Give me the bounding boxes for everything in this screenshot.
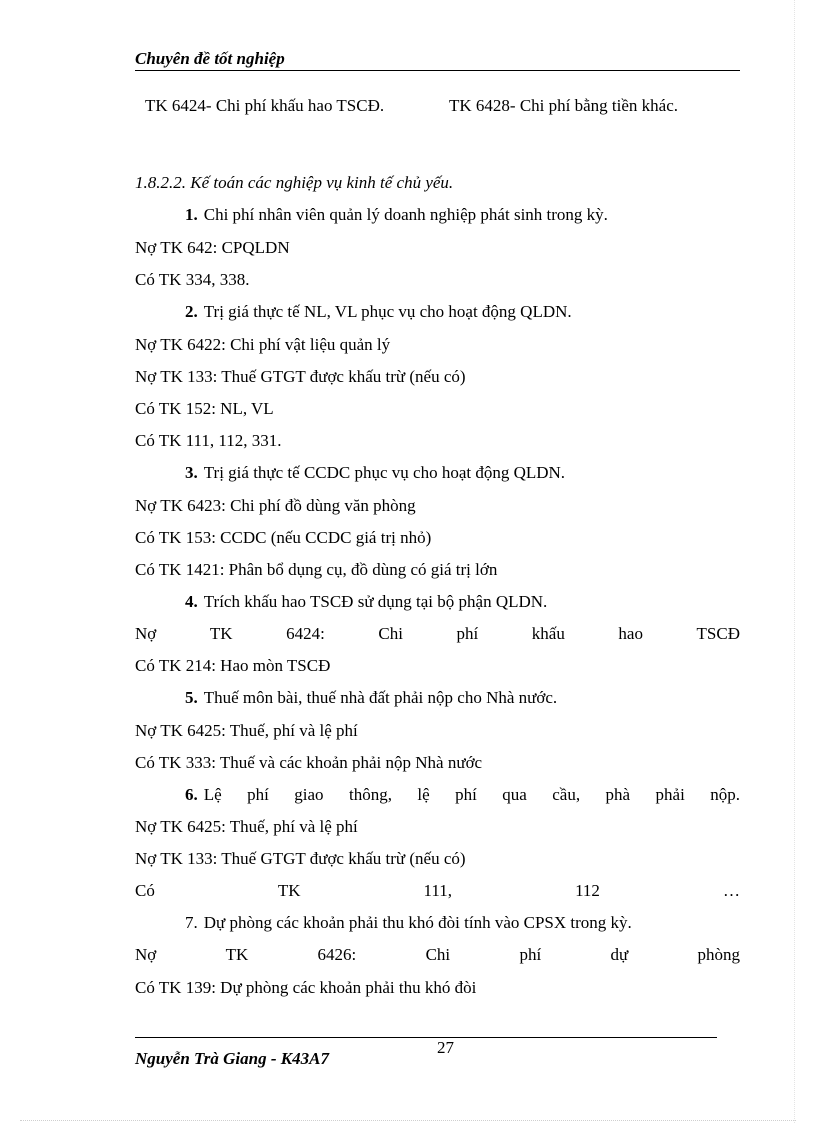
page-number: 27 xyxy=(437,1038,454,1057)
footer-rule xyxy=(135,1037,717,1038)
entry-word: 6426: xyxy=(317,945,357,964)
entry-word: TK xyxy=(225,945,249,964)
entry-line: Có TK 152: NL, VL xyxy=(135,399,274,418)
list-item xyxy=(185,205,740,225)
item-number: 3. xyxy=(185,463,198,482)
entry-line: Nợ TK 133: Thuế GTGT được khấu trừ (nếu có) xyxy=(135,367,466,386)
item-text: Trích khấu hao TSCĐ sử dụng tại bộ phận QLDN. xyxy=(203,592,548,611)
entry-line: Nợ TK 6423: Chi phí đồ dùng văn phòng xyxy=(135,496,416,515)
item-text: Dự phòng các khoản phải thu khó đòi tính vào CPSX trong kỳ. xyxy=(203,913,632,932)
entry-word: 6424: xyxy=(286,624,325,643)
entry-line: Có TK 139: Dự phòng các khoản phải thu khó đòi xyxy=(135,978,477,997)
entry-line: Nợ TK 6425: Thuế, phí và lệ phí xyxy=(135,817,358,836)
list-item xyxy=(185,302,740,322)
item-number: 5. xyxy=(185,688,198,707)
item-number: 1. xyxy=(185,205,198,224)
header-rule xyxy=(135,70,740,71)
item-number: 6. xyxy=(185,785,198,804)
account-6424: TK 6424- Chi phí khấu hao TSCĐ. xyxy=(145,96,385,115)
list-item xyxy=(185,463,740,483)
entry-word: 112 xyxy=(575,881,600,900)
entry-word: TSCĐ xyxy=(696,624,740,643)
account-6428: TK 6428- Chi phí bằng tiền khác. xyxy=(449,96,678,115)
entry-line: Có TK 334, 338. xyxy=(135,270,250,289)
entry-word: khấu xyxy=(531,624,565,643)
entry-word: Chi xyxy=(378,624,403,643)
entry-line: Nợ TK 6422: Chi phí vật liệu quản lý xyxy=(135,335,391,354)
entry-word: … xyxy=(722,881,740,900)
entry-word: dự xyxy=(610,945,629,964)
item-text: Trị giá thực tế NL, VL phục vụ cho hoạt động QLDN. xyxy=(203,302,572,321)
entry-word: Chi xyxy=(425,945,451,964)
account-list-line xyxy=(145,96,740,116)
list-item xyxy=(185,785,740,805)
page-edge-right xyxy=(794,0,795,1123)
entry-line: Có TK 1421: Phân bổ dụng cụ, đồ dùng có giá trị lớn xyxy=(135,560,498,579)
entry-word: Có xyxy=(135,881,155,900)
item-number: 4. xyxy=(185,592,198,611)
list-item xyxy=(185,913,740,933)
item-text: Lệ phí giao thông, lệ phí qua cầu, phà phải nộp. xyxy=(203,785,740,804)
justified-entry-line xyxy=(135,624,740,644)
list-item xyxy=(185,592,740,612)
entry-word: 111, xyxy=(423,881,453,900)
entry-word: phí xyxy=(456,624,479,643)
entry-word: phí xyxy=(519,945,542,964)
justified-entry-line xyxy=(135,881,740,901)
justified-entry-line xyxy=(135,945,740,965)
entry-word: TK xyxy=(277,881,301,900)
item-number: 7. xyxy=(185,913,198,932)
section-heading: 1.8.2.2. Kế toán các nghiệp vụ kinh tế chủ yếu. xyxy=(135,173,454,192)
entry-word: TK xyxy=(209,624,233,643)
page-edge-bottom xyxy=(20,1120,796,1121)
entry-line: Có TK 111, 112, 331. xyxy=(135,431,282,450)
entry-word: phòng xyxy=(697,945,740,964)
entry-word: Nợ xyxy=(135,945,157,964)
footer-author: Nguyễn Trà Giang - K43A7 xyxy=(135,1049,329,1068)
entry-line: Có TK 333: Thuế và các khoản phải nộp Nhà nước xyxy=(135,753,483,772)
entry-line: Có TK 214: Hao mòn TSCĐ xyxy=(135,656,331,675)
list-item xyxy=(185,688,740,708)
item-number: 2. xyxy=(185,302,198,321)
page-header-title: Chuyên đề tốt nghiệp xyxy=(135,49,285,68)
item-text: Chi phí nhân viên quản lý doanh nghiệp phát sinh trong kỳ. xyxy=(203,205,608,224)
entry-line: Nợ TK 133: Thuế GTGT được khấu trừ (nếu có) xyxy=(135,849,466,868)
entry-word: hao xyxy=(618,624,643,643)
entry-line: Nợ TK 6425: Thuế, phí và lệ phí xyxy=(135,721,358,740)
item-text: Trị giá thực tế CCDC phục vụ cho hoạt động QLDN. xyxy=(203,463,566,482)
entry-line: Nợ TK 642: CPQLDN xyxy=(135,238,290,257)
entry-word: Nợ xyxy=(135,624,157,643)
item-text: Thuế môn bài, thuế nhà đất phải nộp cho Nhà nước. xyxy=(203,688,558,707)
entry-line: Có TK 153: CCDC (nếu CCDC giá trị nhỏ) xyxy=(135,528,432,547)
